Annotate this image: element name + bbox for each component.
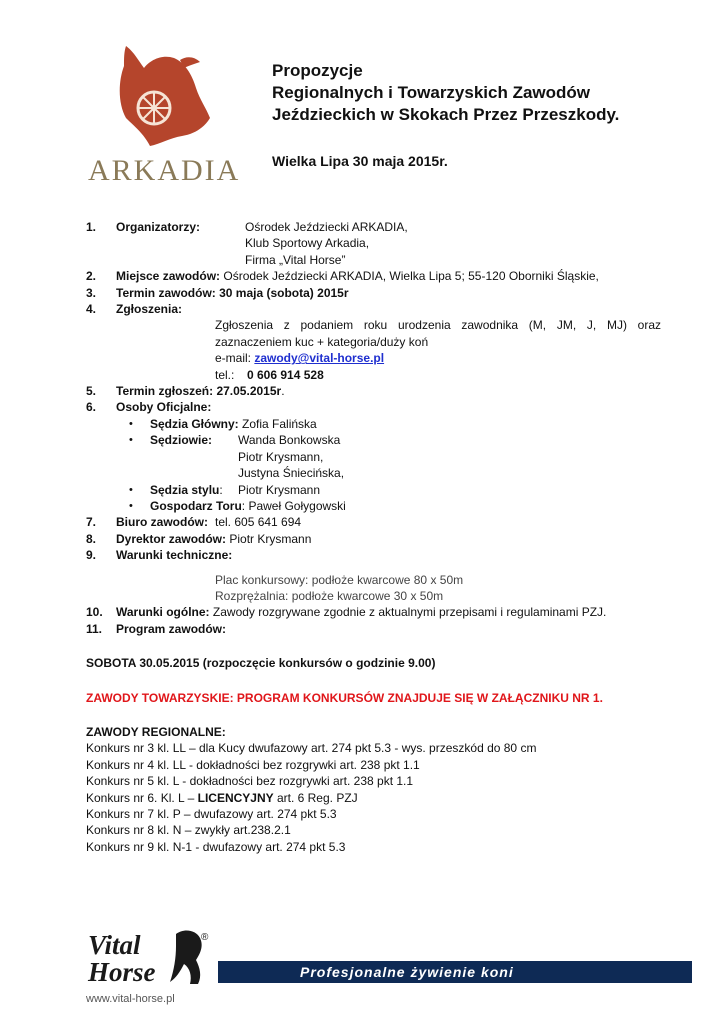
entries-text: Zgłoszenia z podaniem roku urodzenia zawodnika (M, JM, J, MJ) oraz [215,318,661,333]
item-organizers [86,219,661,235]
title-line: Jeździeckich w Skokach Przez Przeszkody. [272,105,620,124]
item-value: Zawody rozgrywane zgodnie z aktualnymi przepisami i regulaminami PZJ. [209,605,607,620]
official-role: Sędzia stylu [150,482,220,497]
item-office [86,514,661,530]
title-line: Regionalnych i Towarzyskich Zawodów [272,83,591,102]
horse-head-emblem [120,46,210,146]
footer-slogan-bar [218,961,692,983]
competition-line: Konkurs nr 8 kl. N – zwykły art.238.2.1 [86,823,291,838]
item-label: Zgłoszenia: [116,302,183,317]
item-value-line: Firma „Vital Horse” [245,252,346,267]
friendly-note: ZAWODY TOWARZYSKIE: PROGRAM KONKURSÓW ZNAJDUJE SIĘ W ZAŁĄCZNIKU NR 1. [86,690,603,705]
phone-label: tel.: [215,367,235,382]
official-name: : Paweł Gołygowski [241,498,346,513]
logo-line1: Vital [88,930,141,960]
entries-email [215,350,661,366]
official-colon: : [219,482,223,497]
item-number: 1. [86,220,97,234]
item-number: 11. [86,621,103,636]
phone-number: 0 606 914 528 [247,367,324,382]
item-number: 3. [86,285,97,300]
item-number: 7. [86,515,97,530]
item-number: 5. [86,384,97,399]
item-technical [86,547,661,563]
item-label: Miejsce zawodów: [116,269,221,284]
footer-slogan: Profesjonalne żywienie koni [300,964,514,980]
technical-line: Plac konkursowy: podłoże kwarcowe 80 x 50m [215,572,464,587]
bullet-icon: • [129,417,133,430]
item-venue [86,268,661,284]
title-line: Propozycje [272,61,363,80]
registered-mark: ® [201,932,209,943]
competition-text: art. 6 Reg. PZJ [273,790,358,805]
logo-text: ARKADIA [88,154,241,187]
item-entry-deadline [86,383,661,399]
item-label: Osoby Oficjalne: [116,400,212,415]
item-label: Dyrektor zawodów: [116,531,227,546]
item-value-line: Klub Sportowy Arkadia, [245,236,370,251]
official-style-judge [86,482,661,498]
technical-line: Rozprężalnia: podłoże kwarcowe 30 x 50m [215,588,444,603]
item-value: Piotr Krysmann [226,531,312,546]
bullet-icon: • [129,483,133,496]
item-general [86,604,661,620]
item-number: 2. [86,269,97,284]
item-label: Program zawodów: [116,621,227,636]
item-number: 10. [86,605,103,620]
official-course-designer [86,498,661,514]
competition-text: Konkurs nr 6. Kl. L – [86,790,198,805]
item-director [86,531,661,547]
item-number: 9. [86,548,97,563]
item-officials [86,399,661,415]
document-title [272,60,692,126]
item-label: Warunki ogólne: [116,605,210,620]
competition-line: Konkurs nr 3 kl. LL – dla Kucy dwufazowy art. 274 pkt 5.3 - wys. przeszkód do 80 cm [86,741,537,756]
item-date [86,285,661,301]
program-day: SOBOTA 30.05.2015 (rozpoczęcie konkursów o godzinie 9.00) [86,656,436,671]
regional-title: ZAWODY REGIONALNE: [86,724,226,739]
item-number: 6. [86,400,97,415]
official-role: Sędziowie: [150,433,213,448]
official-judges [86,432,661,448]
item-label: Organizatorzy: [116,220,201,234]
bullet-icon: • [129,499,133,512]
official-role: Sędzia Główny: [150,416,239,431]
item-number: 4. [86,302,97,317]
competition-line [86,790,661,806]
entries-text: zaznaczeniem kuc + kategoria/duży koń [215,334,429,349]
item-entries [86,301,661,317]
vital-horse-logo [84,926,214,1008]
item-label: Termin zgłoszeń: 27.05.2015r [116,384,282,399]
official-role: Gospodarz Toru [150,498,242,513]
official-chief-judge [86,416,661,432]
competition-line: Konkurs nr 7 kl. P – dwufazowy art. 274 pkt 5.3 [86,807,337,821]
official-name: Zofia Falińska [238,416,317,431]
arkadia-logo [84,38,244,188]
logo-line2: Horse [88,957,156,987]
competition-line: Konkurs nr 4 kl. LL - dokładności bez rozgrywki art. 238 pkt 1.1 [86,757,420,772]
document-date: Wielka Lipa 30 maja 2015r. [272,153,448,169]
item-value: Ośrodek Jeździecki ARKADIA, [245,220,408,234]
competition-line: Konkurs nr 9 kl. N-1 - dwufazowy art. 274 pkt 5.3 [86,839,346,854]
item-label: Termin zawodów: 30 maja (sobota) 2015r [116,285,349,300]
item-value: Ośrodek Jeździecki ARKADIA, Wielka Lipa 5; 55-120 Oborniki Śląskie, [220,269,599,284]
competition-line: Konkurs nr 5 kl. L - dokładności bez rozgrywki art. 238 pkt 1.1 [86,774,414,789]
horse-silhouette-icon [170,931,202,984]
entries-phone [215,367,661,383]
official-name: Piotr Krysmann [238,482,321,497]
official-name: Piotr Krysmann, [238,449,324,464]
item-program [86,621,661,637]
item-label: Warunki techniczne: [116,548,233,563]
item-tail: . [281,384,285,399]
item-label: Biuro zawodów: [116,515,208,530]
competition-license: LICENCYJNY [197,790,274,805]
bullet-icon: • [129,434,133,447]
email-label: e-mail: [215,351,255,366]
official-name: Wanda Bonkowska [238,433,341,448]
official-name: Justyna Śniecińska, [238,466,345,481]
email-link[interactable]: zawody@vital-horse.pl [254,351,385,366]
item-value: tel. 605 641 694 [215,515,302,530]
document-body [86,219,661,855]
entries-block [86,317,661,383]
footer-url: www.vital-horse.pl [86,993,175,1005]
item-number: 8. [86,531,97,546]
